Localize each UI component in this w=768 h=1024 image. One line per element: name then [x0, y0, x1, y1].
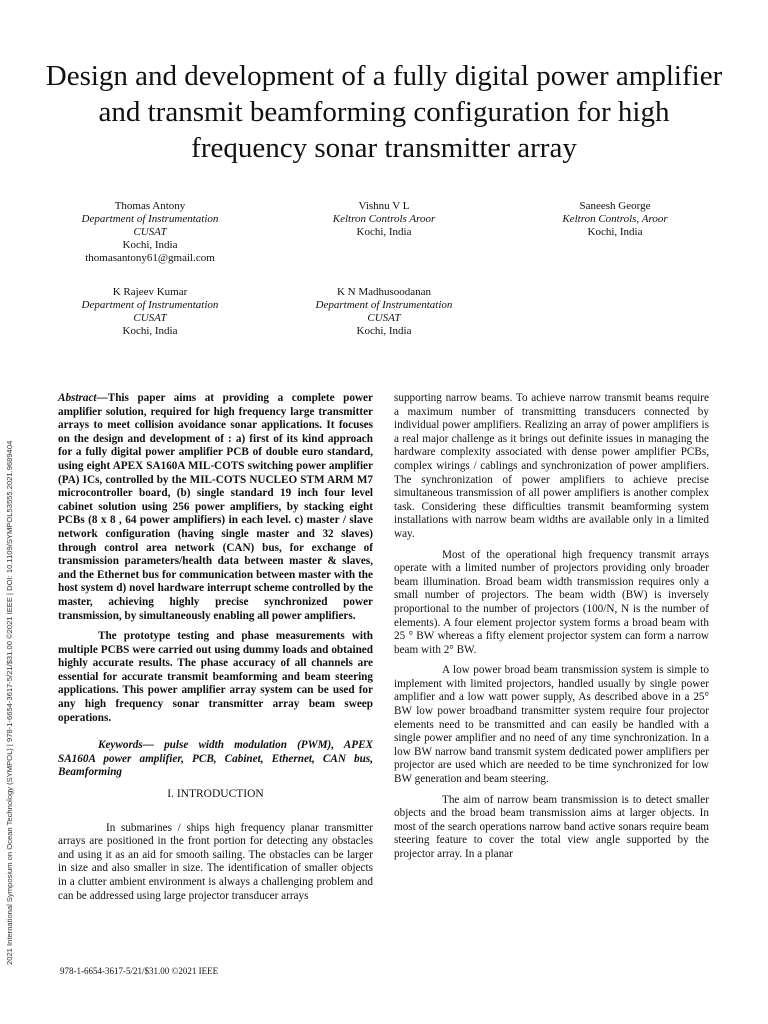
- author-name: Saneesh George: [579, 200, 651, 212]
- abstract-paragraph-2: The prototype testing and phase measurements with multiple PCBS were carried out using dummy loads and obtained highly accurate results. The phase accuracy of all channels are essential for accurate transmit beamforming and beam steering applications. This power amplifier array system can be used for any high frequency sonar transmitter array beam sweep operations.: [58, 630, 373, 724]
- author-name: K N Madhusoodanan: [336, 286, 432, 298]
- author-name: Vishnu V L: [358, 200, 410, 212]
- author-dept: Department of Instrumentation: [315, 299, 453, 311]
- keywords-label: Keywords—: [98, 739, 154, 752]
- author-org: CUSAT: [367, 312, 401, 324]
- keywords-text: pulse width modulation (PWM), APEX SA160A power amplifier, PCB, Cabinet, Ethernet, CAN bus, Beamforming: [58, 739, 373, 779]
- author-city: Kochi, India: [356, 325, 412, 337]
- left-column: [58, 392, 373, 910]
- author-dept: Department of Instrumentation: [81, 299, 219, 311]
- body-paragraph: A low power broad beam transmission system is simple to implement with limited projectors, handled usually by single power amplifier and a low watt power supply, As described above in a 25° BW low power broadband transmitter system require four projector elements need to be transmitted and can easily be handled with a single power amplifier and no need of any time synchronization. In a low BW narrow band transmit system dedicated power amplifiers per projector are used which are needed to be time synchronized for low BW generation and beam steering.: [394, 664, 709, 786]
- author-block: [50, 200, 250, 265]
- author-name: K Rajeev Kumar: [112, 286, 188, 298]
- author-dept: Department of Instrumentation: [81, 213, 219, 225]
- abstract-paragraph: [58, 392, 373, 623]
- body-paragraph: supporting narrow beams. To achieve narrow transmit beams require a maximum number of transmitting transducers connected by individual power amplifiers. Realizing an array of power amplifiers is a real major challenge as it brings out definite issues in managing the hardware complexity associated with dense power amplifier PCBs, complex wirings / cablings and synchronization of power amplifiers. The synchronization of power amplifiers to achieve precise simultaneous transmission of all power amplifiers is another complex task. Considering these difficulties transmit beamforming system installations with narrow beam widths are available only in a limited way.: [394, 392, 709, 540]
- body-paragraph: Most of the operational high frequency transmit arrays operate with a limited number of projectors providing only broader beam illumination. Broad beam width transmission requires only a small number of projectors. The beam width (BW) is inversely proportional to the number of projectors (100/N, N is the number of elements). A four element projector system forms a broad beam with 25 ° BW whereas a fifty element projector system can form a narrow beam with 2° BW.: [394, 548, 709, 656]
- author-email: thomasantony61@gmail.com: [85, 252, 215, 264]
- intro-paragraph: In submarines / ships high frequency planar transmitter arrays are positioned in the front portion for detecting any obstacles and using it as an aid for smooth sailing. The obstacles can be larger in size and also smaller in size. The identification of smaller objects in a clutter ambient environment is always a challenging problem and can be addressed using large projector transducer arrays: [58, 821, 373, 902]
- section-heading: I. INTRODUCTION: [167, 788, 264, 801]
- author-org: CUSAT: [133, 226, 167, 238]
- author-city: Kochi, India: [356, 226, 412, 238]
- keywords-paragraph: [58, 739, 373, 780]
- abstract-label: Abstract: [58, 392, 97, 404]
- author-block: [284, 286, 484, 338]
- side-citation-text: 2021 International Symposium on Ocean Technology (SYMPOL) | 978-1-6654-3617-5/21/$31.00 ©2021 IEEE | DOI: 10.1109/SYMPOL53555.2021.9689404: [5, 440, 14, 965]
- right-column: [394, 392, 709, 869]
- author-city: Kochi, India: [122, 239, 178, 251]
- author-block: [284, 200, 484, 239]
- author-city: Kochi, India: [587, 226, 643, 238]
- body-paragraph: The aim of narrow beam transmission is to detect smaller objects and the broad beam transmission aims at larger objects. In most of the search operations narrow band active sonars require beam steering feature to cover the total view angle supported by the projector array. In a planar: [394, 793, 709, 860]
- author-dept: Keltron Controls Aroor: [332, 213, 436, 225]
- author-block: [515, 200, 715, 239]
- author-dept: Keltron Controls, Aroor: [562, 213, 668, 225]
- author-org: CUSAT: [133, 312, 167, 324]
- copyright-footer: 978-1-6654-3617-5/21/$31.00 ©2021 IEEE: [60, 966, 219, 976]
- abstract-text: —This paper aims at providing a complete power amplifier solution, required for high frequency large transmitter arrays to meet collision avoidance sonar applications. It focuses on the design and development of : a) first of its kind approach for a fully digital power amplifier PCB of double euro standard, using eight APEX SA160A MIL-COTS switching power amplifier (PA) ICs, controlled by the MIL-COTS NUCLEO STM ARM M7 microcontroller board, (b) single standard 19 inch four level cabinet solution using 256 power amplifiers, by stacking eight PCBs (8 x 8 , 64 power amplifiers) in each level. c) master / slave network configuration (having single master and 32 slaves) through control area network (CAN) bus, for exchange of transmission parameters/health data between master & slaves, and the Ethernet bus for communication between master with the host system d) novel hardware interrupt scheme controlled by the master, achieving highly precise synchronized power transmission, by simultaneously enabling all power amplifiers.: [58, 392, 373, 622]
- author-block: [50, 286, 250, 338]
- author-city: Kochi, India: [122, 325, 178, 337]
- author-name: Thomas Antony: [114, 200, 186, 212]
- paper-title: Design and development of a fully digital power amplifier and transmit beamforming configuration for high frequency sonar transmitter array: [45, 60, 723, 164]
